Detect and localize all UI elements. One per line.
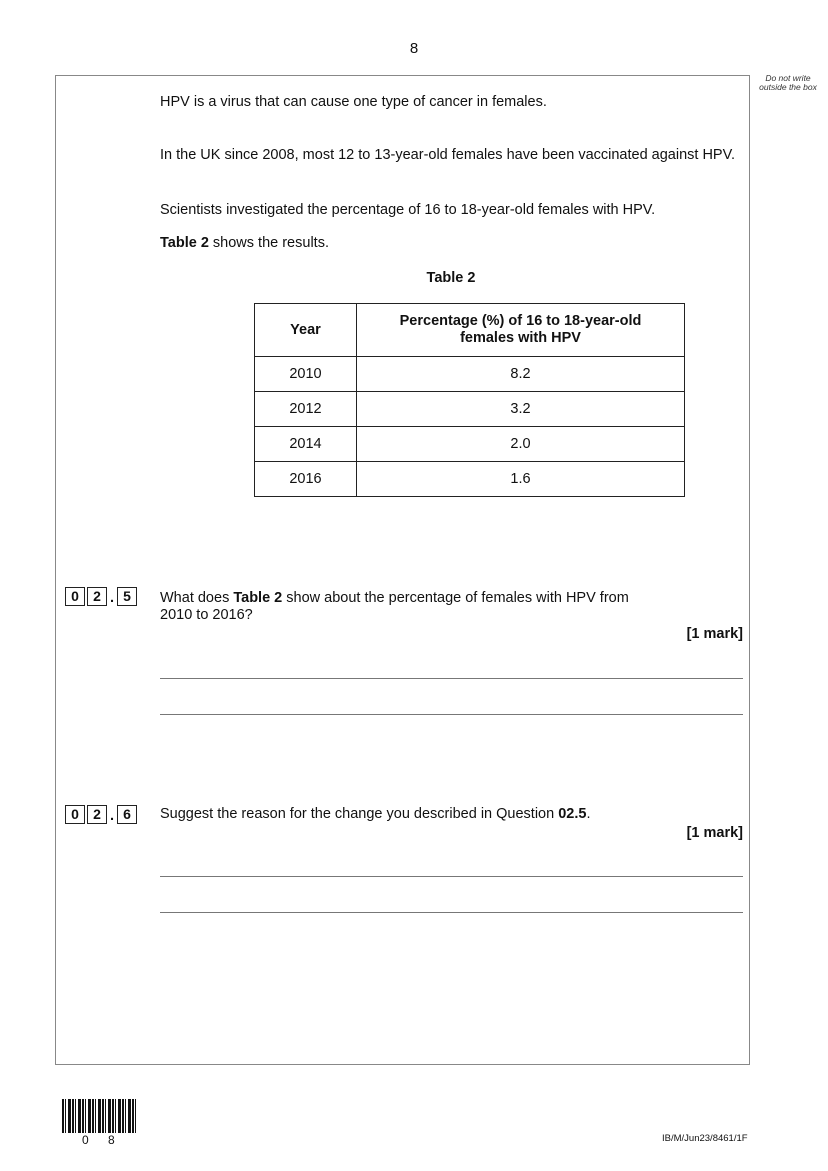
- table-title: Table 2: [426, 270, 476, 286]
- question-02-6-text: [160, 806, 590, 822]
- digit-box: 0: [65, 587, 85, 606]
- marks-label: [1 mark]: [686, 825, 743, 841]
- margin-note: Do not write outside the box: [759, 73, 817, 92]
- digit-box: 6: [117, 805, 137, 824]
- table-row: [255, 462, 685, 497]
- digit-box: 2: [87, 805, 107, 824]
- cell-year: 2016: [255, 462, 357, 497]
- barcode: [62, 1099, 138, 1133]
- cell-percentage: 1.6: [357, 462, 685, 497]
- question-text: .: [586, 806, 591, 822]
- question-number-02-6: [65, 805, 137, 824]
- cell-year: 2014: [255, 427, 357, 462]
- question-text: show about the percentage of females with HPV from 2010 to 2016?: [160, 590, 629, 623]
- table-row: [255, 357, 685, 392]
- question-bold: Table 2: [233, 590, 283, 606]
- answer-line[interactable]: [160, 912, 743, 913]
- paper-reference: IB/M/Jun23/8461/1F: [662, 1133, 748, 1144]
- cell-percentage: 8.2: [357, 357, 685, 392]
- question-number-02-5: [65, 587, 137, 606]
- answer-line[interactable]: [160, 714, 743, 715]
- cell-percentage: 3.2: [357, 392, 685, 427]
- table-ref: Table 2: [160, 235, 209, 251]
- answer-box-frame: [55, 75, 750, 1065]
- intro-paragraph-3: Scientists investigated the percentage of 16 to 18-year-old females with HPV.: [160, 202, 656, 218]
- decimal-point: .: [109, 808, 115, 824]
- results-table: [254, 303, 685, 497]
- digit-box: 5: [117, 587, 137, 606]
- barcode-number: 0 8: [82, 1133, 123, 1147]
- question-02-5-text: [160, 590, 640, 624]
- question-bold: 02.5: [558, 806, 587, 822]
- table-header-row: [255, 304, 685, 357]
- marks-label: [1 mark]: [686, 626, 743, 642]
- page-number: 8: [409, 40, 419, 57]
- answer-line[interactable]: [160, 678, 743, 679]
- question-text: Suggest the reason for the change you described in Question: [160, 806, 559, 822]
- cell-year: 2012: [255, 392, 357, 427]
- table-row: [255, 392, 685, 427]
- header-percentage: Percentage (%) of 16 to 18-year-old females with HPV: [357, 304, 685, 357]
- digit-box: 0: [65, 805, 85, 824]
- decimal-point: .: [109, 590, 115, 606]
- intro-paragraph-1: HPV is a virus that can cause one type of cancer in females.: [160, 94, 547, 110]
- cell-year: 2010: [255, 357, 357, 392]
- intro-paragraph-2: In the UK since 2008, most 12 to 13-year-old females have been vaccinated against HPV.: [160, 147, 735, 163]
- question-text: What does: [160, 590, 234, 606]
- answer-line[interactable]: [160, 876, 743, 877]
- header-year: Year: [255, 304, 357, 357]
- table-row: [255, 427, 685, 462]
- intro-text: shows the results.: [208, 235, 329, 251]
- digit-box: 2: [87, 587, 107, 606]
- cell-percentage: 2.0: [357, 427, 685, 462]
- intro-paragraph-4: [160, 235, 329, 251]
